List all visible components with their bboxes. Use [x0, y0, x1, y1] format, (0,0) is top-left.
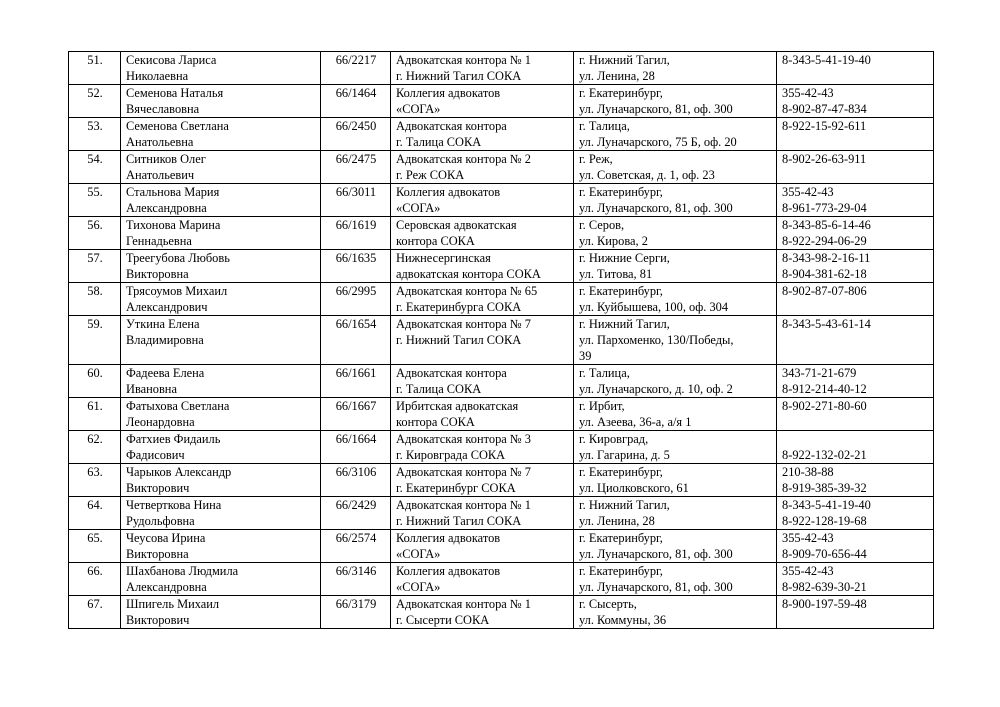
lawyer-name-line: Викторович	[126, 481, 190, 495]
bar-organization-cell	[391, 250, 574, 283]
address-line: ул. Луначарского, 81, оф. 300	[579, 102, 733, 116]
table-row	[69, 464, 934, 497]
address-line: г. Талица,	[579, 366, 630, 380]
bar-organization-cell	[391, 316, 574, 365]
table-row	[69, 85, 934, 118]
address-cell	[574, 283, 777, 316]
lawyer-name-cell	[121, 530, 321, 563]
bar-organization-cell	[391, 118, 574, 151]
registry-number-text: 66/2995	[335, 284, 377, 298]
lawyer-name-line: Викторовна	[126, 267, 189, 281]
phone-cell	[777, 596, 934, 629]
lawyer-name-cell	[121, 398, 321, 431]
row-number-text: 66.	[87, 564, 103, 578]
lawyer-name-line: Тихонова Марина	[126, 218, 221, 232]
phone-line: 8-904-381-62-18	[782, 267, 867, 281]
table-row	[69, 365, 934, 398]
address-line: ул. Луначарского, д. 10, оф. 2	[579, 382, 733, 396]
bar-organization-cell	[391, 151, 574, 184]
phone-line: 355-42-43	[782, 564, 834, 578]
lawyer-name-line: Трясоумов Михаил	[126, 284, 228, 298]
lawyer-name-line: Уткина Елена	[126, 317, 200, 331]
address-line: г. Нижний Тагил,	[579, 498, 670, 512]
phone-cell	[777, 464, 934, 497]
registry-number-cell	[321, 497, 391, 530]
phone-cell	[777, 530, 934, 563]
phone-line: 210-38-88	[782, 465, 834, 479]
address-cell	[574, 398, 777, 431]
bar-organization-cell	[391, 283, 574, 316]
bar-organization-line: Адвокатская контора № 7	[396, 317, 531, 331]
phone-line	[782, 431, 929, 447]
lawyer-name-line: Четверткова Нина	[126, 498, 222, 512]
phone-line: 8-902-271-80-60	[782, 399, 867, 413]
address-line: г. Екатеринбург,	[579, 86, 663, 100]
lawyer-name-line: Шахбанова Людмила	[126, 564, 239, 578]
phone-line: 8-909-70-656-44	[782, 547, 867, 561]
lawyer-name-line: Семенова Светлана	[126, 119, 229, 133]
lawyer-name-cell	[121, 85, 321, 118]
registry-number-cell	[321, 151, 391, 184]
row-number-cell	[69, 250, 121, 283]
row-number-cell	[69, 398, 121, 431]
bar-organization-line: г. Нижний Тагил СОКА	[396, 333, 522, 347]
row-number-text: 52.	[87, 86, 103, 100]
registry-number-text: 66/1619	[335, 218, 377, 232]
address-cell	[574, 118, 777, 151]
registry-number-text: 66/1661	[335, 366, 377, 380]
registry-number-cell	[321, 530, 391, 563]
bar-organization-line: «СОГА»	[396, 580, 441, 594]
phone-cell	[777, 398, 934, 431]
registry-number-text: 66/1654	[335, 317, 377, 331]
bar-organization-line: адвокатская контора СОКА	[396, 267, 541, 281]
address-cell	[574, 250, 777, 283]
lawyer-name-cell	[121, 184, 321, 217]
bar-organization-cell	[391, 52, 574, 85]
bar-organization-cell	[391, 217, 574, 250]
phone-line: 8-902-87-07-806	[782, 284, 867, 298]
row-number-cell	[69, 118, 121, 151]
bar-organization-cell	[391, 464, 574, 497]
phone-cell	[777, 52, 934, 85]
address-cell	[574, 184, 777, 217]
bar-organization-line: Адвокатская контора № 1	[396, 597, 531, 611]
lawyer-name-cell	[121, 151, 321, 184]
address-line: г. Нижние Серги,	[579, 251, 670, 265]
address-cell	[574, 151, 777, 184]
row-number-cell	[69, 431, 121, 464]
address-cell	[574, 431, 777, 464]
lawyer-name-line: Ситников Олег	[126, 152, 206, 166]
bar-organization-line: Адвокатская контора № 1	[396, 498, 531, 512]
lawyer-name-line: Вячеславовна	[126, 102, 200, 116]
phone-cell	[777, 431, 934, 464]
address-cell	[574, 85, 777, 118]
address-line: ул. Азеева, 36-а, а/я 1	[579, 415, 692, 429]
registry-number-cell	[321, 217, 391, 250]
table-row	[69, 316, 934, 365]
lawyer-name-cell	[121, 365, 321, 398]
bar-organization-cell	[391, 563, 574, 596]
phone-line: 355-42-43	[782, 86, 834, 100]
address-line: г. Екатеринбург,	[579, 284, 663, 298]
address-line: ул. Кирова, 2	[579, 234, 648, 248]
registry-number-cell	[321, 596, 391, 629]
phone-cell	[777, 217, 934, 250]
registry-number-cell	[321, 52, 391, 85]
registry-number-text: 66/1667	[335, 399, 377, 413]
row-number-cell	[69, 365, 121, 398]
table-row	[69, 530, 934, 563]
lawyer-name-line: Геннадьевна	[126, 234, 192, 248]
lawyer-name-line: Николаевна	[126, 69, 189, 83]
lawyer-name-cell	[121, 250, 321, 283]
address-line: ул. Пархоменко, 130/Победы,	[579, 333, 734, 347]
registry-number-text: 66/3146	[335, 564, 377, 578]
lawyer-name-line: Фатыхова Светлана	[126, 399, 230, 413]
registry-number-cell	[321, 118, 391, 151]
address-cell	[574, 530, 777, 563]
phone-cell	[777, 316, 934, 365]
table-row	[69, 250, 934, 283]
phone-line: 8-343-98-2-16-11	[782, 251, 871, 265]
phone-line: 8-922-15-92-611	[782, 119, 867, 133]
address-line: ул. Ленина, 28	[579, 69, 655, 83]
lawyer-name-line: Александрович	[126, 300, 208, 314]
phone-line: 355-42-43	[782, 185, 834, 199]
phone-line: 8-922-294-06-29	[782, 234, 867, 248]
row-number-text: 62.	[87, 432, 103, 446]
row-number-cell	[69, 217, 121, 250]
bar-organization-line: Коллегия адвокатов	[396, 86, 501, 100]
address-cell	[574, 365, 777, 398]
registry-number-cell	[321, 464, 391, 497]
lawyer-name-cell	[121, 217, 321, 250]
table-row	[69, 596, 934, 629]
bar-organization-cell	[391, 497, 574, 530]
row-number-cell	[69, 85, 121, 118]
phone-line: 8-343-5-43-61-14	[782, 317, 871, 331]
phone-cell	[777, 151, 934, 184]
lawyer-name-cell	[121, 596, 321, 629]
address-line: г. Екатеринбург,	[579, 564, 663, 578]
row-number-cell	[69, 530, 121, 563]
table-row	[69, 118, 934, 151]
registry-number-cell	[321, 283, 391, 316]
phone-line: 8-961-773-29-04	[782, 201, 867, 215]
bar-organization-line: г. Екатеринбург СОКА	[396, 481, 516, 495]
registry-number-cell	[321, 398, 391, 431]
row-number-cell	[69, 596, 121, 629]
phone-line: 8-922-128-19-68	[782, 514, 867, 528]
address-line: 39	[579, 349, 592, 363]
bar-organization-cell	[391, 184, 574, 217]
address-line: г. Реж,	[579, 152, 613, 166]
phone-cell	[777, 563, 934, 596]
address-cell	[574, 563, 777, 596]
lawyer-name-line: Секисова Лариса	[126, 53, 217, 67]
bar-organization-line: Адвокатская контора № 65	[396, 284, 538, 298]
bar-organization-line: г. Талица СОКА	[396, 135, 482, 149]
bar-organization-cell	[391, 431, 574, 464]
phone-cell	[777, 184, 934, 217]
address-line: г. Серов,	[579, 218, 625, 232]
registry-number-cell	[321, 184, 391, 217]
address-line: ул. Титова, 81	[579, 267, 653, 281]
bar-organization-line: г. Кировграда СОКА	[396, 448, 506, 462]
lawyer-name-line: Леонардовна	[126, 415, 195, 429]
address-line: г. Нижний Тагил,	[579, 317, 670, 331]
address-cell	[574, 316, 777, 365]
registry-number-text: 66/1464	[335, 86, 377, 100]
lawyer-name-line: Чеусова Ирина	[126, 531, 206, 545]
bar-organization-line: Адвокатская контора № 2	[396, 152, 531, 166]
row-number-text: 64.	[87, 498, 103, 512]
address-line: ул. Коммуны, 36	[579, 613, 667, 627]
bar-organization-line: г. Талица СОКА	[396, 382, 482, 396]
address-line: ул. Луначарского, 81, оф. 300	[579, 580, 733, 594]
table-row	[69, 52, 934, 85]
address-line: г. Ирбит,	[579, 399, 625, 413]
phone-line: 343-71-21-679	[782, 366, 857, 380]
lawyer-name-line: Семенова Наталья	[126, 86, 224, 100]
registry-number-text: 66/1664	[335, 432, 377, 446]
bar-organization-line: Адвокатская контора	[396, 119, 507, 133]
bar-organization-line: г. Нижний Тагил СОКА	[396, 514, 522, 528]
lawyer-name-cell	[121, 118, 321, 151]
phone-line: 8-343-5-41-19-40	[782, 53, 871, 67]
table-row	[69, 283, 934, 316]
lawyer-name-cell	[121, 497, 321, 530]
lawyer-name-line: Фадисович	[126, 448, 185, 462]
address-line: ул. Луначарского, 81, оф. 300	[579, 201, 733, 215]
bar-organization-line: «СОГА»	[396, 201, 441, 215]
lawyer-name-line: Владимировна	[126, 333, 204, 347]
row-number-cell	[69, 563, 121, 596]
registry-number-cell	[321, 250, 391, 283]
table-row	[69, 431, 934, 464]
lawyer-name-cell	[121, 464, 321, 497]
phone-line: 355-42-43	[782, 531, 834, 545]
row-number-cell	[69, 184, 121, 217]
table-row	[69, 184, 934, 217]
phone-line: 8-922-132-02-21	[782, 448, 867, 462]
registry-number-text: 66/1635	[335, 251, 377, 265]
row-number-text: 60.	[87, 366, 103, 380]
registry-number-text: 66/3011	[335, 185, 377, 199]
lawyer-name-line: Рудольфовна	[126, 514, 195, 528]
bar-organization-line: г. Сысерти СОКА	[396, 613, 490, 627]
address-line: ул. Куйбышева, 100, оф. 304	[579, 300, 729, 314]
bar-organization-line: Серовская адвокатская	[396, 218, 517, 232]
lawyer-name-line: Чарыков Александр	[126, 465, 232, 479]
registry-number-text: 66/2450	[335, 119, 377, 133]
registry-number-text: 66/3106	[335, 465, 377, 479]
bar-organization-line: г. Реж СОКА	[396, 168, 465, 182]
table-row	[69, 151, 934, 184]
bar-organization-line: Коллегия адвокатов	[396, 531, 501, 545]
address-line: г. Екатеринбург,	[579, 185, 663, 199]
row-number-text: 61.	[87, 399, 103, 413]
registry-number-cell	[321, 316, 391, 365]
bar-organization-line: контора СОКА	[396, 234, 475, 248]
lawyer-name-cell	[121, 316, 321, 365]
registry-number-cell	[321, 365, 391, 398]
address-cell	[574, 497, 777, 530]
lawyer-name-line: Треегубова Любовь	[126, 251, 230, 265]
bar-organization-cell	[391, 398, 574, 431]
address-line: г. Сысерть,	[579, 597, 637, 611]
lawyer-name-line: Анатольевна	[126, 135, 194, 149]
lawyer-name-line: Фатхиев Фидаиль	[126, 432, 221, 446]
bar-organization-line: Адвокатская контора	[396, 366, 507, 380]
address-line: г. Екатеринбург,	[579, 531, 663, 545]
row-number-text: 51.	[87, 53, 103, 67]
address-line: г. Талица,	[579, 119, 630, 133]
bar-organization-line: Адвокатская контора № 1	[396, 53, 531, 67]
address-line: г. Кировград,	[579, 432, 649, 446]
bar-organization-line: Ирбитская адвокатская	[396, 399, 519, 413]
bar-organization-line: Адвокатская контора № 3	[396, 432, 531, 446]
registry-number-cell	[321, 431, 391, 464]
registry-number-text: 66/2429	[335, 498, 377, 512]
phone-line: 8-982-639-30-21	[782, 580, 867, 594]
row-number-cell	[69, 283, 121, 316]
address-line: г. Екатеринбург,	[579, 465, 663, 479]
lawyer-name-cell	[121, 52, 321, 85]
row-number-cell	[69, 497, 121, 530]
lawyer-name-line: Стальнова Мария	[126, 185, 220, 199]
lawyer-name-cell	[121, 431, 321, 464]
table-row	[69, 217, 934, 250]
phone-line: 8-912-214-40-12	[782, 382, 867, 396]
bar-organization-line: «СОГА»	[396, 102, 441, 116]
phone-line: 8-343-5-41-19-40	[782, 498, 871, 512]
bar-organization-cell	[391, 596, 574, 629]
row-number-text: 53.	[87, 119, 103, 133]
lawyer-name-line: Ивановна	[126, 382, 177, 396]
address-cell	[574, 217, 777, 250]
lawyer-name-line: Викторовна	[126, 547, 189, 561]
address-line: г. Нижний Тагил,	[579, 53, 670, 67]
phone-cell	[777, 250, 934, 283]
table-row	[69, 398, 934, 431]
address-cell	[574, 464, 777, 497]
bar-organization-line: «СОГА»	[396, 547, 441, 561]
row-number-text: 57.	[87, 251, 103, 265]
bar-organization-line: контора СОКА	[396, 415, 475, 429]
phone-line: 8-902-26-63-911	[782, 152, 867, 166]
address-line: ул. Луначарского, 81, оф. 300	[579, 547, 733, 561]
registry-number-text: 66/2574	[335, 531, 377, 545]
lawyers-register-table	[68, 51, 934, 629]
lawyer-name-cell	[121, 563, 321, 596]
bar-organization-cell	[391, 530, 574, 563]
row-number-cell	[69, 52, 121, 85]
address-line: ул. Ленина, 28	[579, 514, 655, 528]
address-line: ул. Советская, д. 1, оф. 23	[579, 168, 715, 182]
phone-cell	[777, 497, 934, 530]
phone-cell	[777, 85, 934, 118]
row-number-text: 58.	[87, 284, 103, 298]
lawyer-name-line: Фадеева Елена	[126, 366, 205, 380]
address-line: ул. Луначарского, 75 Б, оф. 20	[579, 135, 737, 149]
bar-organization-line: Коллегия адвокатов	[396, 185, 501, 199]
phone-cell	[777, 283, 934, 316]
bar-organization-line: Адвокатская контора № 7	[396, 465, 531, 479]
row-number-text: 55.	[87, 185, 103, 199]
lawyer-name-line: Анатольевич	[126, 168, 195, 182]
lawyer-name-line: Александровна	[126, 580, 207, 594]
phone-line: 8-343-85-6-14-46	[782, 218, 871, 232]
phone-line: 8-900-197-59-48	[782, 597, 867, 611]
table-row	[69, 497, 934, 530]
phone-line: 8-919-385-39-32	[782, 481, 867, 495]
row-number-cell	[69, 151, 121, 184]
address-cell	[574, 596, 777, 629]
row-number-text: 54.	[87, 152, 103, 166]
row-number-text: 63.	[87, 465, 103, 479]
registry-number-cell	[321, 563, 391, 596]
registry-number-cell	[321, 85, 391, 118]
bar-organization-cell	[391, 365, 574, 398]
lawyer-name-line: Александровна	[126, 201, 207, 215]
bar-organization-line: г. Нижний Тагил СОКА	[396, 69, 522, 83]
lawyer-name-line: Шпигель Михаил	[126, 597, 220, 611]
row-number-text: 65.	[87, 531, 103, 545]
address-line: ул. Циолковского, 61	[579, 481, 689, 495]
lawyer-name-cell	[121, 283, 321, 316]
row-number-cell	[69, 464, 121, 497]
bar-organization-line: Нижнесергинская	[396, 251, 491, 265]
bar-organization-line: г. Екатеринбурга СОКА	[396, 300, 522, 314]
bar-organization-cell	[391, 85, 574, 118]
row-number-text: 56.	[87, 218, 103, 232]
table-row	[69, 563, 934, 596]
address-cell	[574, 52, 777, 85]
registry-number-text: 66/2475	[335, 152, 377, 166]
phone-cell	[777, 365, 934, 398]
bar-organization-line: Коллегия адвокатов	[396, 564, 501, 578]
registry-number-text: 66/2217	[335, 53, 377, 67]
registry-number-text: 66/3179	[335, 597, 377, 611]
address-line: ул. Гагарина, д. 5	[579, 448, 670, 462]
row-number-cell	[69, 316, 121, 365]
row-number-text: 59.	[87, 317, 103, 331]
phone-line: 8-902-87-47-834	[782, 102, 867, 116]
row-number-text: 67.	[87, 597, 103, 611]
phone-cell	[777, 118, 934, 151]
lawyer-name-line: Викторович	[126, 613, 190, 627]
